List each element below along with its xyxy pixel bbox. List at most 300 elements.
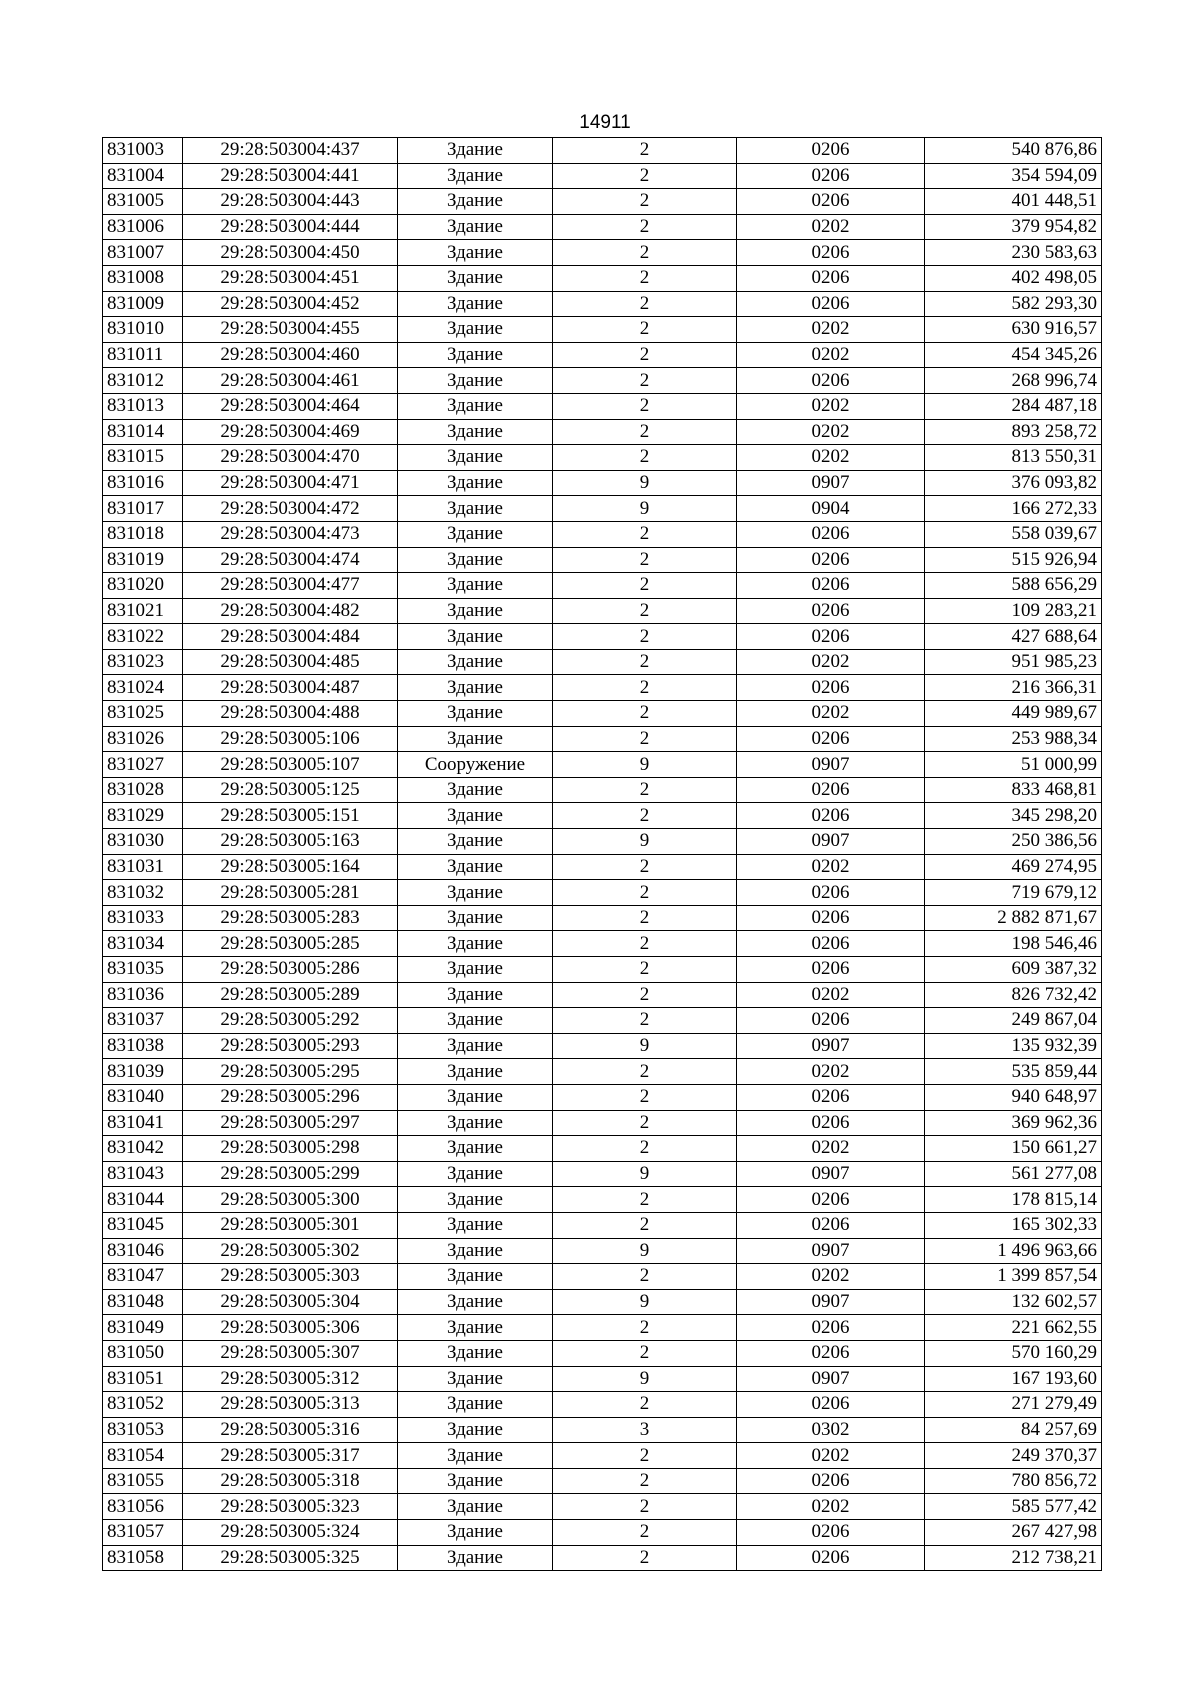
table-row (103, 1136, 1102, 1162)
row-number-cell: 831058 (103, 1545, 183, 1571)
table-row (103, 1289, 1102, 1315)
row-number-cell: 831041 (103, 1110, 183, 1136)
code-cell: 0202 (737, 1494, 925, 1520)
table-row (103, 649, 1102, 675)
code-cell: 0206 (737, 521, 925, 547)
row-number-cell: 831024 (103, 675, 183, 701)
group-cell: 2 (553, 649, 737, 675)
object-type-cell: Здание (398, 265, 553, 291)
cadastral-number-cell: 29:28:503005:301 (183, 1212, 398, 1238)
cadastral-number-cell: 29:28:503004:473 (183, 521, 398, 547)
code-cell: 0907 (737, 752, 925, 778)
row-number-cell: 831009 (103, 291, 183, 317)
row-number-cell: 831054 (103, 1443, 183, 1469)
value-cell: 230 583,63 (925, 240, 1102, 266)
group-cell: 2 (553, 138, 737, 164)
group-cell: 2 (553, 1315, 737, 1341)
cadastral-number-cell: 29:28:503004:455 (183, 317, 398, 343)
value-cell: 249 370,37 (925, 1443, 1102, 1469)
table-row (103, 752, 1102, 778)
code-cell: 0202 (737, 342, 925, 368)
value-cell: 167 193,60 (925, 1366, 1102, 1392)
table-row (103, 470, 1102, 496)
cadastral-number-cell: 29:28:503004:469 (183, 419, 398, 445)
group-cell: 2 (553, 675, 737, 701)
cadastral-number-cell: 29:28:503004:460 (183, 342, 398, 368)
value-cell: 354 594,09 (925, 163, 1102, 189)
code-cell: 0206 (737, 1545, 925, 1571)
group-cell: 2 (553, 1008, 737, 1034)
row-number-cell: 831048 (103, 1289, 183, 1315)
row-number-cell: 831013 (103, 393, 183, 419)
row-number-cell: 831039 (103, 1059, 183, 1085)
row-number-cell: 831038 (103, 1033, 183, 1059)
code-cell: 0202 (737, 1264, 925, 1290)
code-cell: 0907 (737, 829, 925, 855)
group-cell: 2 (553, 368, 737, 394)
code-cell: 0907 (737, 1289, 925, 1315)
object-type-cell: Здание (398, 1494, 553, 1520)
table-row (103, 317, 1102, 343)
cadastral-number-cell: 29:28:503005:299 (183, 1161, 398, 1187)
object-type-cell: Здание (398, 931, 553, 957)
group-cell: 9 (553, 1289, 737, 1315)
row-number-cell: 831023 (103, 649, 183, 675)
cadastral-number-cell: 29:28:503005:304 (183, 1289, 398, 1315)
object-type-cell: Здание (398, 1212, 553, 1238)
code-cell: 0206 (737, 1008, 925, 1034)
group-cell: 2 (553, 931, 737, 957)
row-number-cell: 831040 (103, 1084, 183, 1110)
row-number-cell: 831056 (103, 1494, 183, 1520)
object-type-cell: Здание (398, 675, 553, 701)
cadastral-number-cell: 29:28:503004:487 (183, 675, 398, 701)
group-cell: 2 (553, 189, 737, 215)
row-number-cell: 831031 (103, 854, 183, 880)
cadastral-number-cell: 29:28:503005:292 (183, 1008, 398, 1034)
group-cell: 2 (553, 1059, 737, 1085)
value-cell: 216 366,31 (925, 675, 1102, 701)
code-cell: 0206 (737, 598, 925, 624)
group-cell: 2 (553, 1468, 737, 1494)
table-row (103, 240, 1102, 266)
row-number-cell: 831029 (103, 803, 183, 829)
value-cell: 249 867,04 (925, 1008, 1102, 1034)
cadastral-number-cell: 29:28:503004:464 (183, 393, 398, 419)
value-cell: 271 279,49 (925, 1392, 1102, 1418)
code-cell: 0206 (737, 189, 925, 215)
value-cell: 178 815,14 (925, 1187, 1102, 1213)
cadastral-number-cell: 29:28:503005:307 (183, 1340, 398, 1366)
cadastral-number-cell: 29:28:503005:302 (183, 1238, 398, 1264)
group-cell: 9 (553, 829, 737, 855)
row-number-cell: 831036 (103, 982, 183, 1008)
registry-table-body (103, 138, 1102, 1571)
value-cell: 570 160,29 (925, 1340, 1102, 1366)
object-type-cell: Здание (398, 1289, 553, 1315)
group-cell: 2 (553, 445, 737, 471)
object-type-cell: Здание (398, 1417, 553, 1443)
table-row (103, 880, 1102, 906)
row-number-cell: 831019 (103, 547, 183, 573)
object-type-cell: Здание (398, 598, 553, 624)
object-type-cell: Здание (398, 726, 553, 752)
code-cell: 0904 (737, 496, 925, 522)
value-cell: 940 648,97 (925, 1084, 1102, 1110)
group-cell: 2 (553, 521, 737, 547)
cadastral-number-cell: 29:28:503005:316 (183, 1417, 398, 1443)
table-row (103, 1161, 1102, 1187)
object-type-cell: Здание (398, 1238, 553, 1264)
group-cell: 2 (553, 1212, 737, 1238)
cadastral-number-cell: 29:28:503005:281 (183, 880, 398, 906)
object-type-cell: Здание (398, 1161, 553, 1187)
group-cell: 9 (553, 470, 737, 496)
table-row (103, 1520, 1102, 1546)
value-cell: 198 546,46 (925, 931, 1102, 957)
value-cell: 719 679,12 (925, 880, 1102, 906)
cadastral-number-cell: 29:28:503005:296 (183, 1084, 398, 1110)
object-type-cell: Здание (398, 1468, 553, 1494)
code-cell: 0206 (737, 163, 925, 189)
value-cell: 454 345,26 (925, 342, 1102, 368)
row-number-cell: 831015 (103, 445, 183, 471)
value-cell: 2 882 871,67 (925, 905, 1102, 931)
object-type-cell: Здание (398, 880, 553, 906)
value-cell: 630 916,57 (925, 317, 1102, 343)
value-cell: 253 988,34 (925, 726, 1102, 752)
cadastral-number-cell: 29:28:503005:164 (183, 854, 398, 880)
cadastral-number-cell: 29:28:503005:313 (183, 1392, 398, 1418)
cadastral-number-cell: 29:28:503005:303 (183, 1264, 398, 1290)
group-cell: 2 (553, 1392, 737, 1418)
row-number-cell: 831042 (103, 1136, 183, 1162)
code-cell: 0202 (737, 317, 925, 343)
code-cell: 0202 (737, 393, 925, 419)
cadastral-number-cell: 29:28:503005:312 (183, 1366, 398, 1392)
table-row (103, 1545, 1102, 1571)
code-cell: 0206 (737, 1212, 925, 1238)
cadastral-number-cell: 29:28:503004:477 (183, 573, 398, 599)
group-cell: 2 (553, 342, 737, 368)
value-cell: 379 954,82 (925, 214, 1102, 240)
row-number-cell: 831055 (103, 1468, 183, 1494)
table-row (103, 138, 1102, 164)
code-cell: 0206 (737, 573, 925, 599)
group-cell: 9 (553, 496, 737, 522)
value-cell: 284 487,18 (925, 393, 1102, 419)
row-number-cell: 831035 (103, 957, 183, 983)
row-number-cell: 831016 (103, 470, 183, 496)
table-row (103, 1417, 1102, 1443)
value-cell: 427 688,64 (925, 624, 1102, 650)
object-type-cell: Здание (398, 1315, 553, 1341)
group-cell: 2 (553, 1084, 737, 1110)
object-type-cell: Здание (398, 803, 553, 829)
group-cell: 2 (553, 317, 737, 343)
table-row (103, 189, 1102, 215)
row-number-cell: 831046 (103, 1238, 183, 1264)
value-cell: 540 876,86 (925, 138, 1102, 164)
code-cell: 0206 (737, 1110, 925, 1136)
row-number-cell: 831021 (103, 598, 183, 624)
group-cell: 2 (553, 1520, 737, 1546)
value-cell: 267 427,98 (925, 1520, 1102, 1546)
table-row (103, 521, 1102, 547)
row-number-cell: 831018 (103, 521, 183, 547)
table-row (103, 1212, 1102, 1238)
table-row (103, 1084, 1102, 1110)
cadastral-number-cell: 29:28:503004:470 (183, 445, 398, 471)
value-cell: 132 602,57 (925, 1289, 1102, 1315)
code-cell: 0202 (737, 419, 925, 445)
value-cell: 165 302,33 (925, 1212, 1102, 1238)
group-cell: 2 (553, 1110, 737, 1136)
object-type-cell: Здание (398, 189, 553, 215)
value-cell: 582 293,30 (925, 291, 1102, 317)
object-type-cell: Здание (398, 138, 553, 164)
value-cell: 369 962,36 (925, 1110, 1102, 1136)
cadastral-number-cell: 29:28:503005:151 (183, 803, 398, 829)
cadastral-number-cell: 29:28:503004:452 (183, 291, 398, 317)
object-type-cell: Здание (398, 393, 553, 419)
object-type-cell: Здание (398, 317, 553, 343)
table-row (103, 163, 1102, 189)
object-type-cell: Здание (398, 1084, 553, 1110)
object-type-cell: Здание (398, 547, 553, 573)
row-number-cell: 831027 (103, 752, 183, 778)
cadastral-number-cell: 29:28:503005:300 (183, 1187, 398, 1213)
code-cell: 0907 (737, 1161, 925, 1187)
cadastral-number-cell: 29:28:503005:293 (183, 1033, 398, 1059)
cadastral-number-cell: 29:28:503004:444 (183, 214, 398, 240)
table-row (103, 291, 1102, 317)
code-cell: 0202 (737, 982, 925, 1008)
group-cell: 2 (553, 1443, 737, 1469)
cadastral-number-cell: 29:28:503004:488 (183, 701, 398, 727)
group-cell: 2 (553, 803, 737, 829)
table-row (103, 496, 1102, 522)
code-cell: 0206 (737, 777, 925, 803)
code-cell: 0206 (737, 291, 925, 317)
group-cell: 2 (553, 957, 737, 983)
row-number-cell: 831037 (103, 1008, 183, 1034)
code-cell: 0206 (737, 240, 925, 266)
cadastral-number-cell: 29:28:503004:482 (183, 598, 398, 624)
value-cell: 401 448,51 (925, 189, 1102, 215)
table-row (103, 393, 1102, 419)
object-type-cell: Здание (398, 1136, 553, 1162)
value-cell: 780 856,72 (925, 1468, 1102, 1494)
object-type-cell: Здание (398, 854, 553, 880)
table-row (103, 854, 1102, 880)
table-row (103, 1059, 1102, 1085)
cadastral-number-cell: 29:28:503005:325 (183, 1545, 398, 1571)
group-cell: 2 (553, 598, 737, 624)
object-type-cell: Здание (398, 291, 553, 317)
value-cell: 558 039,67 (925, 521, 1102, 547)
row-number-cell: 831034 (103, 931, 183, 957)
row-number-cell: 831051 (103, 1366, 183, 1392)
object-type-cell: Здание (398, 1187, 553, 1213)
row-number-cell: 831030 (103, 829, 183, 855)
row-number-cell: 831057 (103, 1520, 183, 1546)
object-type-cell: Здание (398, 905, 553, 931)
group-cell: 2 (553, 265, 737, 291)
group-cell: 2 (553, 1136, 737, 1162)
object-type-cell: Здание (398, 777, 553, 803)
value-cell: 268 996,74 (925, 368, 1102, 394)
group-cell: 2 (553, 1340, 737, 1366)
object-type-cell: Здание (398, 701, 553, 727)
registry-table (102, 137, 1102, 1571)
value-cell: 84 257,69 (925, 1417, 1102, 1443)
group-cell: 2 (553, 726, 737, 752)
object-type-cell: Здание (398, 573, 553, 599)
table-row (103, 214, 1102, 240)
object-type-cell: Сооружение (398, 752, 553, 778)
table-row (103, 982, 1102, 1008)
cadastral-number-cell: 29:28:503004:443 (183, 189, 398, 215)
row-number-cell: 831022 (103, 624, 183, 650)
object-type-cell: Здание (398, 470, 553, 496)
code-cell: 0202 (737, 445, 925, 471)
table-row (103, 1315, 1102, 1341)
row-number-cell: 831012 (103, 368, 183, 394)
row-number-cell: 831004 (103, 163, 183, 189)
table-row (103, 1494, 1102, 1520)
group-cell: 2 (553, 573, 737, 599)
code-cell: 0206 (737, 905, 925, 931)
code-cell: 0202 (737, 1443, 925, 1469)
table-row (103, 547, 1102, 573)
group-cell: 2 (553, 547, 737, 573)
code-cell: 0202 (737, 214, 925, 240)
value-cell: 449 989,67 (925, 701, 1102, 727)
code-cell: 0206 (737, 803, 925, 829)
value-cell: 1 496 963,66 (925, 1238, 1102, 1264)
cadastral-number-cell: 29:28:503005:295 (183, 1059, 398, 1085)
group-cell: 2 (553, 419, 737, 445)
code-cell: 0206 (737, 880, 925, 906)
object-type-cell: Здание (398, 163, 553, 189)
group-cell: 3 (553, 1417, 737, 1443)
group-cell: 9 (553, 1161, 737, 1187)
cadastral-number-cell: 29:28:503005:107 (183, 752, 398, 778)
table-row (103, 957, 1102, 983)
value-cell: 833 468,81 (925, 777, 1102, 803)
object-type-cell: Здание (398, 419, 553, 445)
code-cell: 0206 (737, 957, 925, 983)
cadastral-number-cell: 29:28:503005:323 (183, 1494, 398, 1520)
object-type-cell: Здание (398, 1059, 553, 1085)
cadastral-number-cell: 29:28:503005:285 (183, 931, 398, 957)
group-cell: 2 (553, 1494, 737, 1520)
cadastral-number-cell: 29:28:503004:441 (183, 163, 398, 189)
group-cell: 2 (553, 163, 737, 189)
group-cell: 2 (553, 214, 737, 240)
table-row (103, 1392, 1102, 1418)
row-number-cell: 831006 (103, 214, 183, 240)
table-row (103, 1366, 1102, 1392)
value-cell: 109 283,21 (925, 598, 1102, 624)
code-cell: 0206 (737, 368, 925, 394)
group-cell: 2 (553, 1187, 737, 1213)
table-row (103, 726, 1102, 752)
code-cell: 0206 (737, 1187, 925, 1213)
row-number-cell: 831033 (103, 905, 183, 931)
object-type-cell: Здание (398, 521, 553, 547)
table-row (103, 1238, 1102, 1264)
code-cell: 0206 (737, 1315, 925, 1341)
group-cell: 2 (553, 393, 737, 419)
object-type-cell: Здание (398, 1033, 553, 1059)
cadastral-number-cell: 29:28:503005:306 (183, 1315, 398, 1341)
row-number-cell: 831052 (103, 1392, 183, 1418)
code-cell: 0907 (737, 1033, 925, 1059)
code-cell: 0206 (737, 931, 925, 957)
row-number-cell: 831045 (103, 1212, 183, 1238)
value-cell: 345 298,20 (925, 803, 1102, 829)
value-cell: 135 932,39 (925, 1033, 1102, 1059)
row-number-cell: 831020 (103, 573, 183, 599)
object-type-cell: Здание (398, 240, 553, 266)
object-type-cell: Здание (398, 829, 553, 855)
table-row (103, 701, 1102, 727)
table-row (103, 905, 1102, 931)
group-cell: 2 (553, 240, 737, 266)
value-cell: 561 277,08 (925, 1161, 1102, 1187)
cadastral-number-cell: 29:28:503005:106 (183, 726, 398, 752)
code-cell: 0202 (737, 854, 925, 880)
value-cell: 150 661,27 (925, 1136, 1102, 1162)
row-number-cell: 831043 (103, 1161, 183, 1187)
group-cell: 9 (553, 1366, 737, 1392)
group-cell: 2 (553, 777, 737, 803)
row-number-cell: 831032 (103, 880, 183, 906)
object-type-cell: Здание (398, 496, 553, 522)
cadastral-number-cell: 29:28:503005:289 (183, 982, 398, 1008)
cadastral-number-cell: 29:28:503004:450 (183, 240, 398, 266)
cadastral-number-cell: 29:28:503005:283 (183, 905, 398, 931)
row-number-cell: 831053 (103, 1417, 183, 1443)
object-type-cell: Здание (398, 957, 553, 983)
group-cell: 2 (553, 291, 737, 317)
object-type-cell: Здание (398, 342, 553, 368)
table-row (103, 573, 1102, 599)
page-number: 14911 (579, 112, 631, 133)
value-cell: 515 926,94 (925, 547, 1102, 573)
cadastral-number-cell: 29:28:503005:324 (183, 1520, 398, 1546)
object-type-cell: Здание (398, 1264, 553, 1290)
row-number-cell: 831026 (103, 726, 183, 752)
group-cell: 9 (553, 1238, 737, 1264)
table-row (103, 675, 1102, 701)
code-cell: 0907 (737, 470, 925, 496)
group-cell: 2 (553, 701, 737, 727)
row-number-cell: 831047 (103, 1264, 183, 1290)
row-number-cell: 831005 (103, 189, 183, 215)
table-row (103, 419, 1102, 445)
code-cell: 0206 (737, 547, 925, 573)
object-type-cell: Здание (398, 1520, 553, 1546)
value-cell: 893 258,72 (925, 419, 1102, 445)
cadastral-number-cell: 29:28:503005:318 (183, 1468, 398, 1494)
code-cell: 0206 (737, 1520, 925, 1546)
value-cell: 469 274,95 (925, 854, 1102, 880)
code-cell: 0206 (737, 1340, 925, 1366)
value-cell: 588 656,29 (925, 573, 1102, 599)
